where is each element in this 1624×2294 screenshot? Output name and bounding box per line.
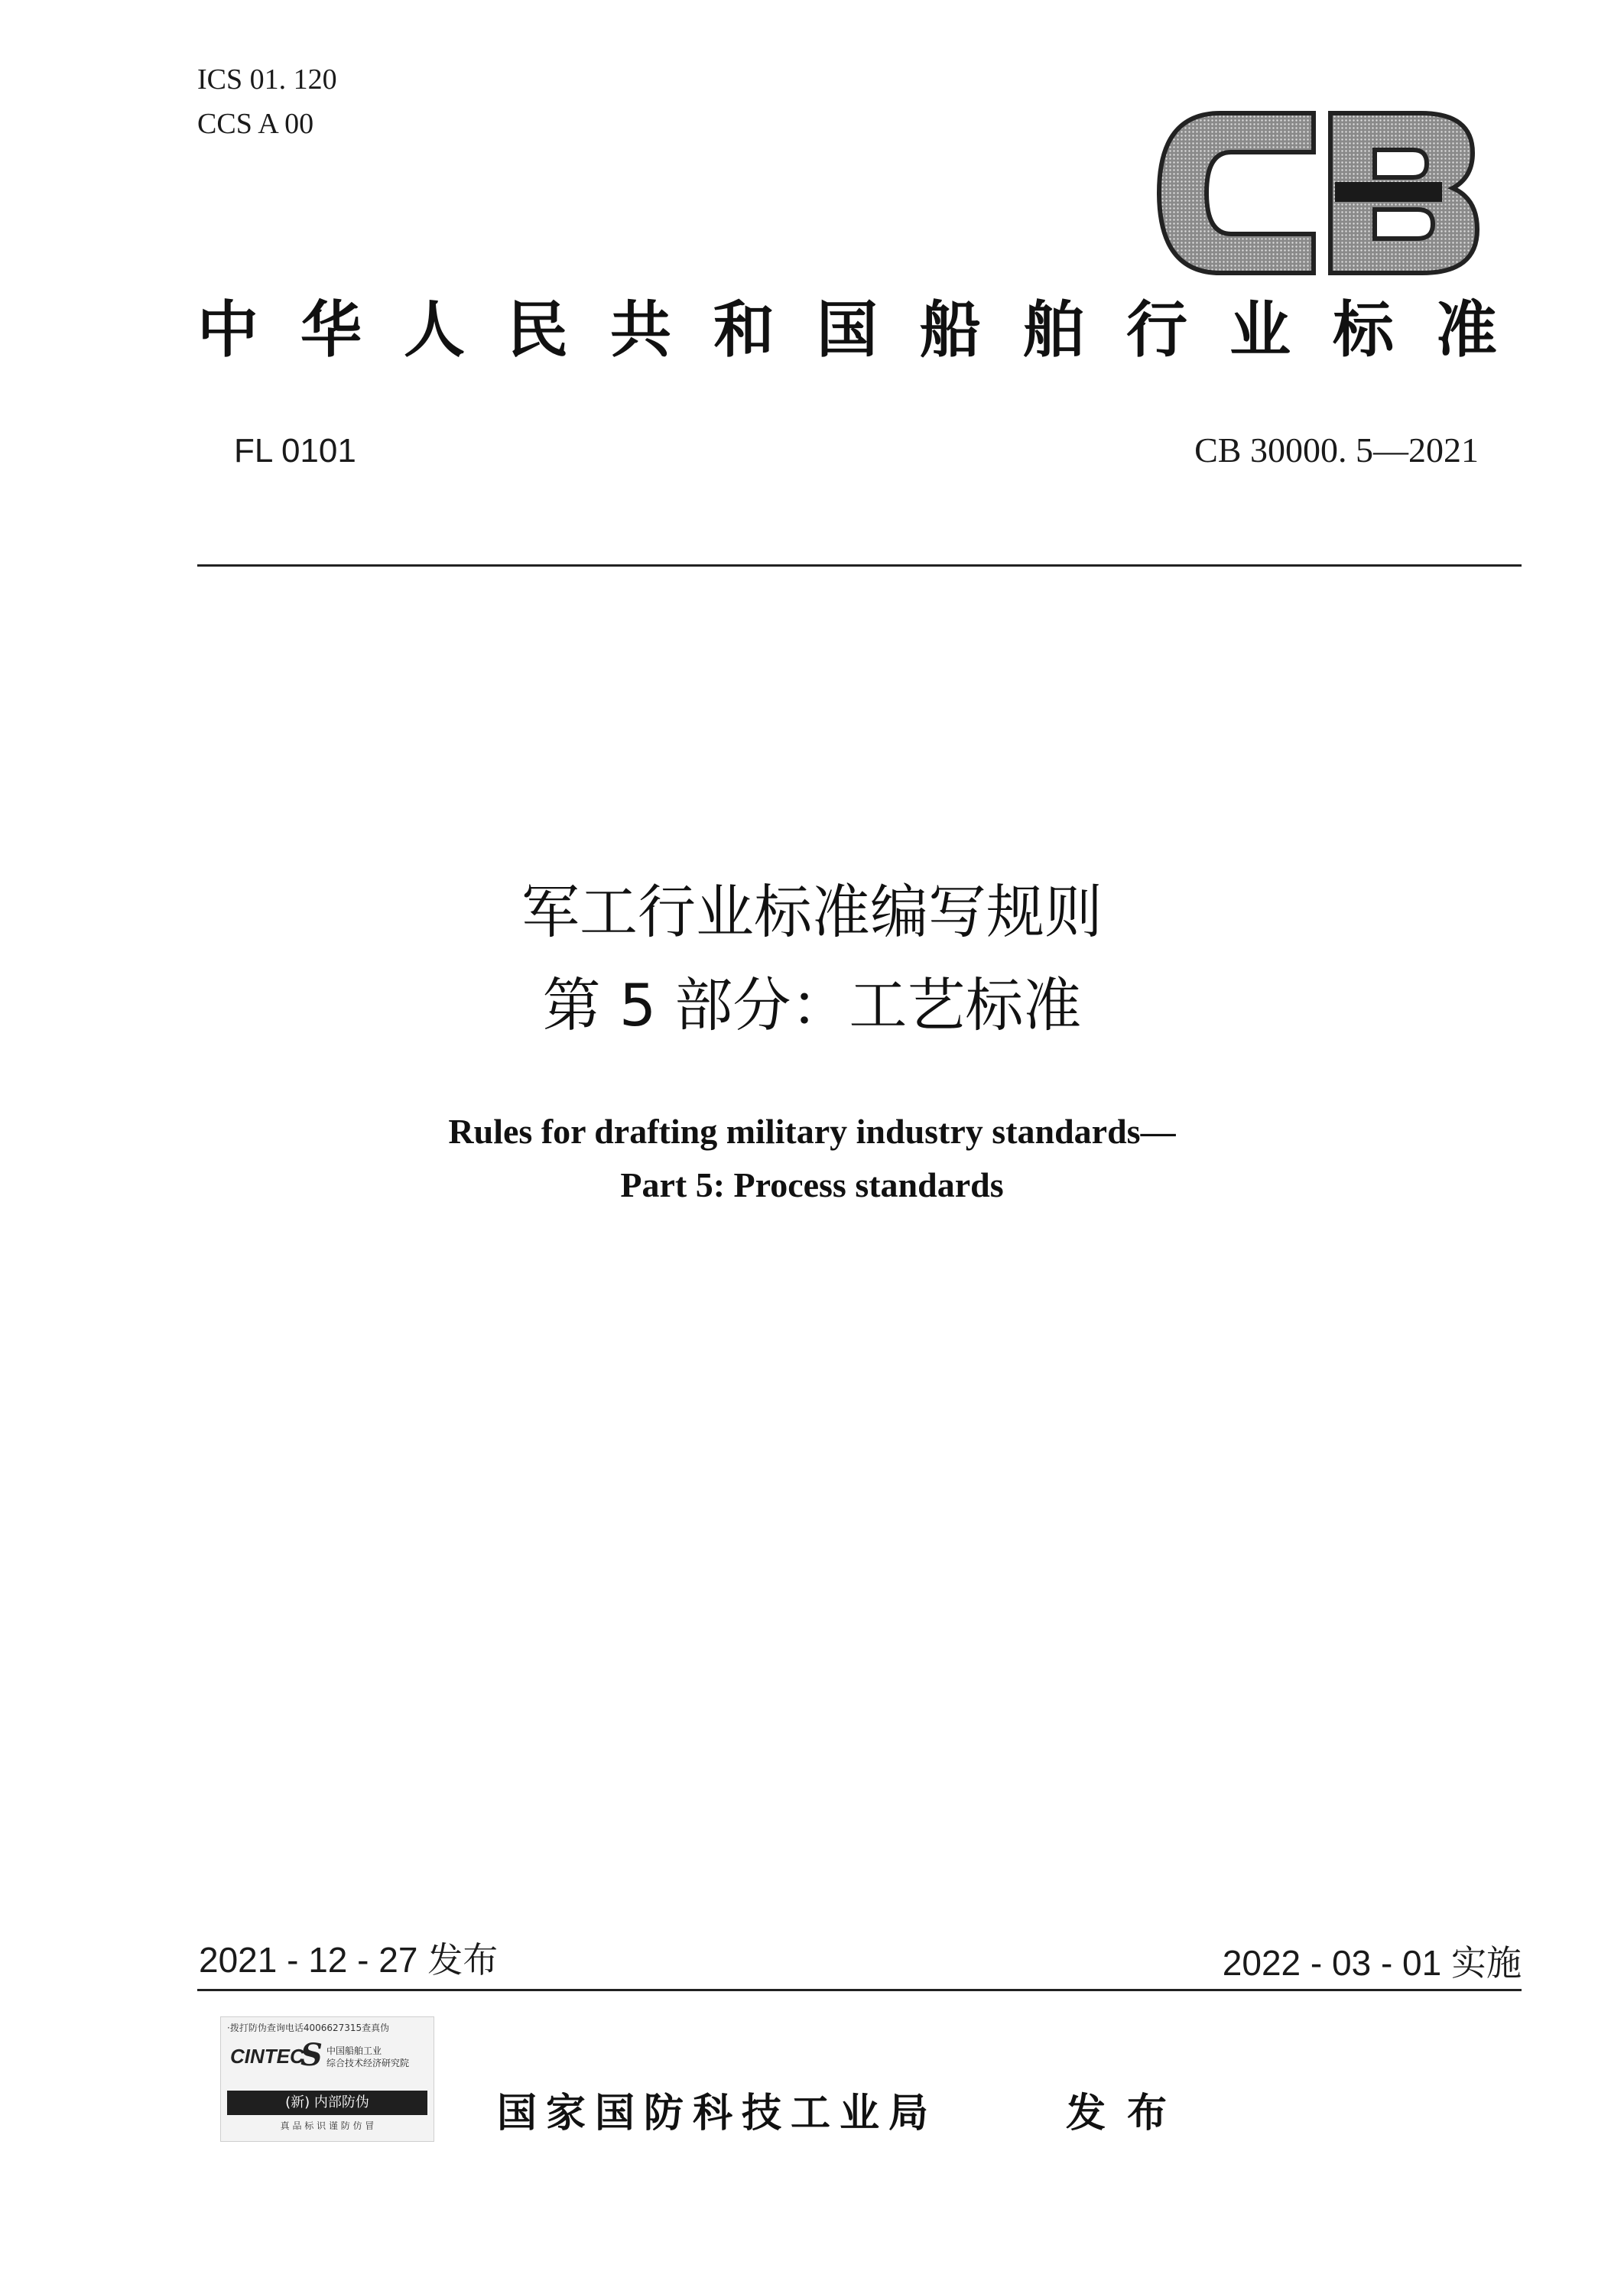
country-title-char: 业 bbox=[1229, 294, 1291, 366]
cb-logo bbox=[1153, 107, 1482, 279]
ccs-code: CCS A 00 bbox=[197, 108, 314, 140]
label-org-line2: 综合技术经济研究院 bbox=[326, 2058, 410, 2068]
fl-code: FL 0101 bbox=[234, 432, 356, 470]
top-divider bbox=[197, 564, 1522, 567]
ics-code: ICS 01. 120 bbox=[197, 63, 337, 96]
country-title-char: 共 bbox=[610, 294, 671, 366]
country-title-char: 人 bbox=[404, 294, 465, 366]
country-title-char: 华 bbox=[300, 294, 362, 366]
country-title-char: 舶 bbox=[1023, 294, 1084, 366]
swoosh-icon: S bbox=[300, 2037, 323, 2073]
bottom-divider bbox=[197, 1989, 1522, 1991]
issue-date: 2021 - 12 - 27 发布 bbox=[199, 1940, 499, 1980]
country-title-char: 国 bbox=[817, 294, 878, 366]
label-logo: CINTEC bbox=[230, 2045, 304, 2068]
country-standard-title bbox=[197, 294, 1497, 366]
label-bar: (新) 内部防伪 bbox=[227, 2091, 427, 2115]
title-en-line1: Rules for drafting military industry standards— bbox=[448, 1112, 1176, 1151]
country-title-char: 民 bbox=[507, 294, 568, 366]
standard-number: CB 30000. 5—2021 bbox=[1194, 431, 1479, 470]
issuer-name: 国家国防科技工业局 bbox=[497, 2091, 938, 2136]
country-title-char: 行 bbox=[1126, 294, 1187, 366]
label-hotline-text: ·拨打防伪查询电话4006627315查真伪 bbox=[227, 2023, 390, 2032]
anti-counterfeit-label bbox=[220, 2016, 434, 2142]
country-title-char: 标 bbox=[1333, 294, 1394, 366]
title-zh-line1: 军工行业标准编写规则 bbox=[521, 878, 1103, 946]
country-title-char: 准 bbox=[1436, 294, 1497, 366]
label-footer-text: 真 品 标 识 谨 防 仿 冒 bbox=[280, 2121, 375, 2130]
title-en-line2: Part 5: Process standards bbox=[620, 1165, 1004, 1204]
label-org-line1: 中国船舶工业 bbox=[326, 2046, 382, 2055]
country-title-char: 船 bbox=[920, 294, 981, 366]
issuer-action: 发布 bbox=[1066, 2091, 1189, 2136]
title-zh-line2: 第 5 部分：工艺标准 bbox=[542, 971, 1082, 1039]
country-title-char: 中 bbox=[197, 294, 258, 366]
country-title-char: 和 bbox=[713, 294, 775, 366]
implementation-date: 2022 - 03 - 01 实施 bbox=[1222, 1943, 1522, 1983]
